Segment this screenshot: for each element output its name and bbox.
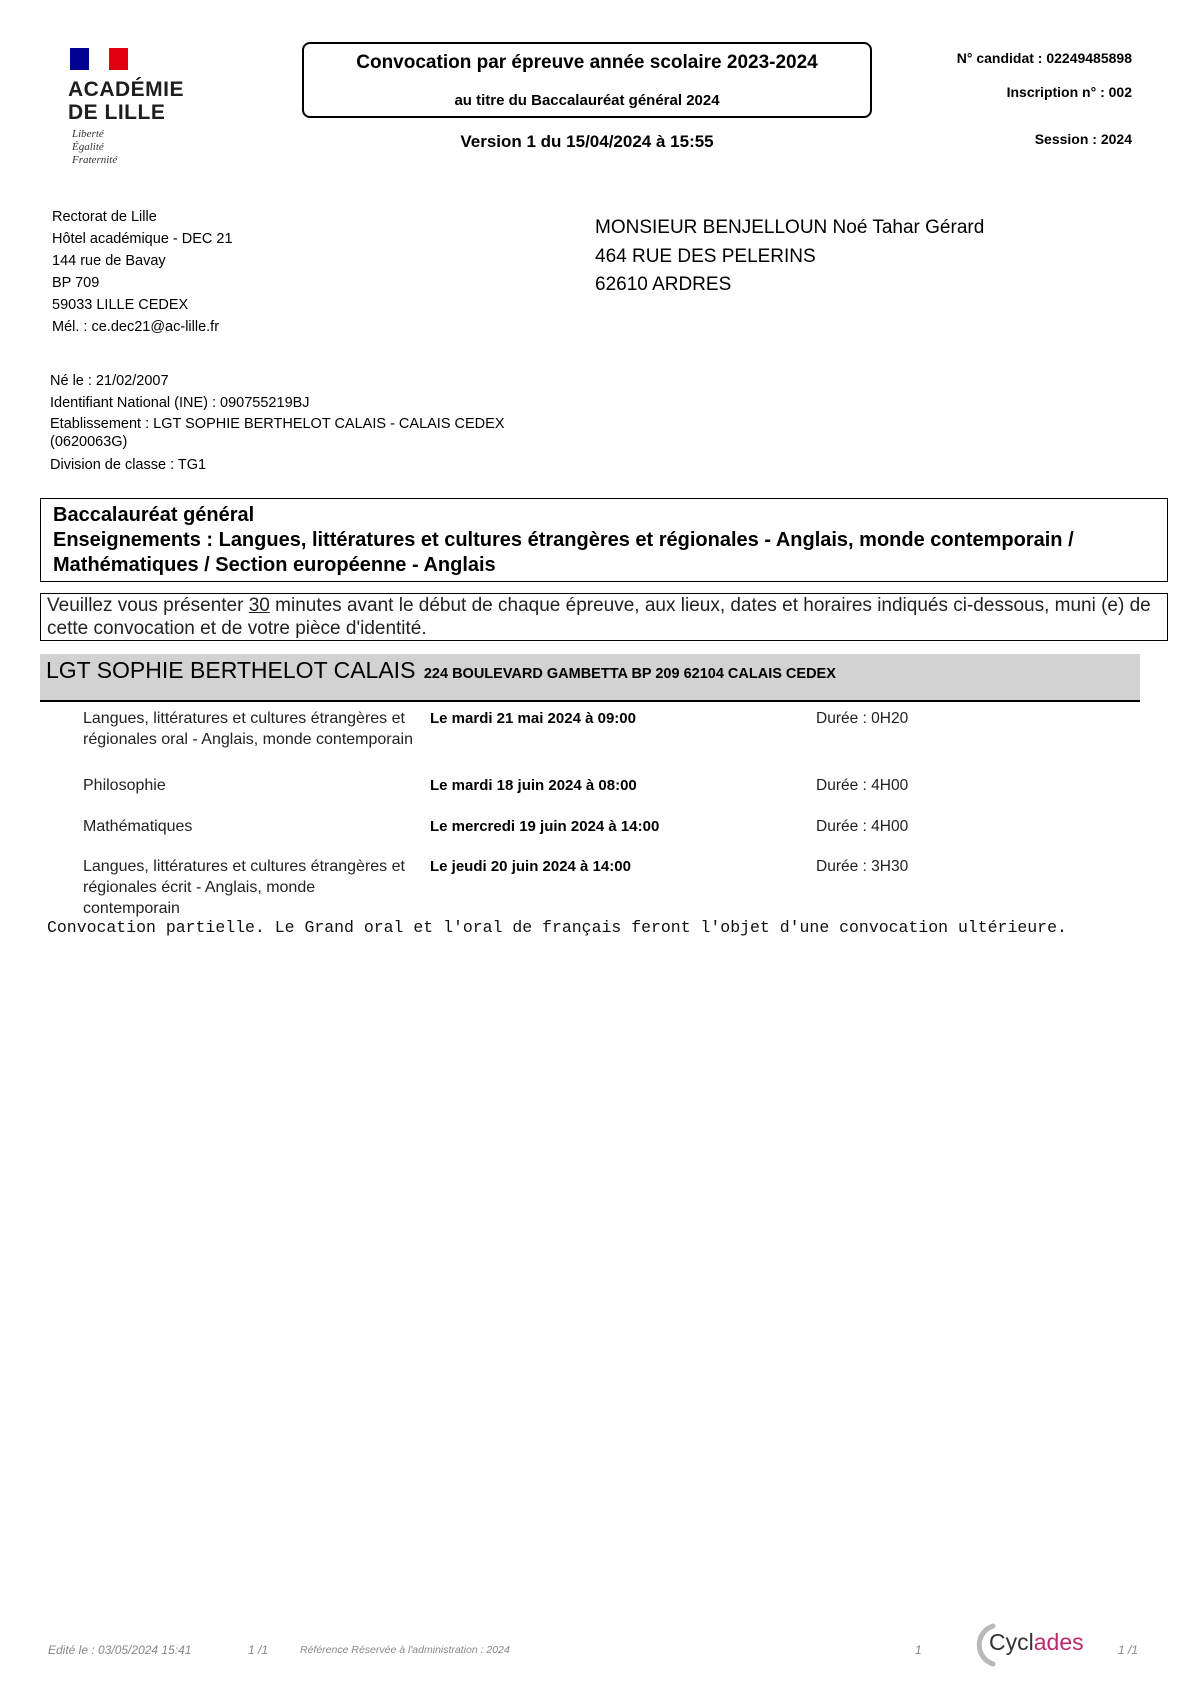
etablissement: Etablissement : LGT SOPHIE BERTHELOT CALAIS - CALAIS CEDEX (0620063G) bbox=[50, 416, 505, 450]
document-title: Convocation par épreuve année scolaire 2023-2024 bbox=[356, 52, 818, 73]
document-subtitle: au titre du Baccalauréat général 2024 bbox=[454, 92, 720, 109]
logo-text: ACADÉMIE DE LILLE bbox=[68, 78, 185, 124]
exam-date: Le mercredi 19 juin 2024 à 14:00 bbox=[430, 818, 660, 835]
bac-box bbox=[40, 498, 1168, 582]
exam-duration: Durée : 0H20 bbox=[816, 710, 909, 727]
cyclades-logo bbox=[967, 1622, 1087, 1668]
exam-name: Philosophie bbox=[83, 777, 166, 794]
exam-name: Langues, littératures et cultures étrangères et régionales écrit - Anglais, monde contemporain bbox=[83, 858, 405, 917]
academie-logo bbox=[68, 48, 208, 173]
footer-reference: Référence Réservée à l'administration : 2024 bbox=[300, 1644, 510, 1656]
exam-date: Le jeudi 20 juin 2024 à 14:00 bbox=[430, 858, 631, 875]
notice-minutes: 30 bbox=[248, 595, 270, 616]
exam-date: Le mardi 18 juin 2024 à 08:00 bbox=[430, 777, 637, 794]
version-line: Version 1 du 15/04/2024 à 15:55 bbox=[460, 132, 714, 151]
division: Division de classe : TG1 bbox=[50, 457, 207, 473]
exam-duration: Durée : 3H30 bbox=[816, 858, 909, 875]
exam-name: Langues, littératures et cultures étrangères et régionales oral - Anglais, monde contemporain bbox=[83, 710, 413, 748]
notice-box: Veuillez vous présenter 30 minutes avant le début de chaque épreuve, aux lieux, dates et horaires indiqués ci-dessous, muni (e) de cette convocation et de votre pièce d'identité. bbox=[40, 593, 1168, 641]
logo-motto: Liberté Égalité Fraternité bbox=[72, 128, 118, 166]
exam-duration: Durée : 4H00 bbox=[816, 777, 909, 794]
title-box bbox=[302, 42, 872, 118]
bac-title: Baccalauréat général bbox=[53, 504, 255, 526]
ine: Identifiant National (INE) : 090755219BJ bbox=[50, 395, 310, 411]
inscription-number: Inscription n° : 002 bbox=[1006, 84, 1132, 100]
candidate-info bbox=[50, 370, 530, 476]
exam-center-bar bbox=[40, 654, 1140, 702]
enseignements: Enseignements : Langues, littératures et cultures étrangères et régionales - Anglais, monde contemporain / Mathématiques / Section européenne - Anglais bbox=[53, 529, 1074, 576]
center-name: LGT SOPHIE BERTHELOT CALAIS bbox=[46, 657, 416, 683]
cyclades-wordmark: Cyclades bbox=[989, 1629, 1084, 1655]
candidate-number: N° candidat : 02249485898 bbox=[956, 50, 1132, 66]
partial-note: Convocation partielle. Le Grand oral et l'oral de français feront l'objet d'une convocation ultérieure. bbox=[47, 918, 1067, 937]
footer-page-mid: 1 bbox=[915, 1643, 922, 1657]
sender-email: Mél. : ce.dec21@ac-lille.fr bbox=[52, 319, 220, 335]
recipient-address: MONSIEUR BENJELLOUN Noé Tahar Gérard 464 RUE DES PELERINS 62610 ARDRES bbox=[595, 217, 985, 295]
exam-date: Le mardi 21 mai 2024 à 09:00 bbox=[430, 710, 636, 727]
exam-duration: Durée : 4H00 bbox=[816, 818, 909, 835]
footer-page-left: 1 /1 bbox=[248, 1643, 269, 1657]
birth-date: Né le : 21/02/2007 bbox=[50, 373, 169, 389]
exam-name: Mathématiques bbox=[83, 818, 193, 835]
session: Session : 2024 bbox=[1034, 131, 1132, 147]
center-address: 224 BOULEVARD GAMBETTA BP 209 62104 CALAIS CEDEX bbox=[423, 666, 836, 682]
french-flag-icon bbox=[70, 48, 128, 70]
sender-address: Rectorat de Lille Hôtel académique - DEC 21 144 rue de Bavay BP 709 59033 LILLE CEDEX Mél. : ce.dec21@ac-lille.fr bbox=[52, 206, 233, 338]
footer-page-right: 1 /1 bbox=[1118, 1643, 1139, 1657]
footer-edited: Edité le : 03/05/2024 15:41 bbox=[48, 1643, 192, 1657]
